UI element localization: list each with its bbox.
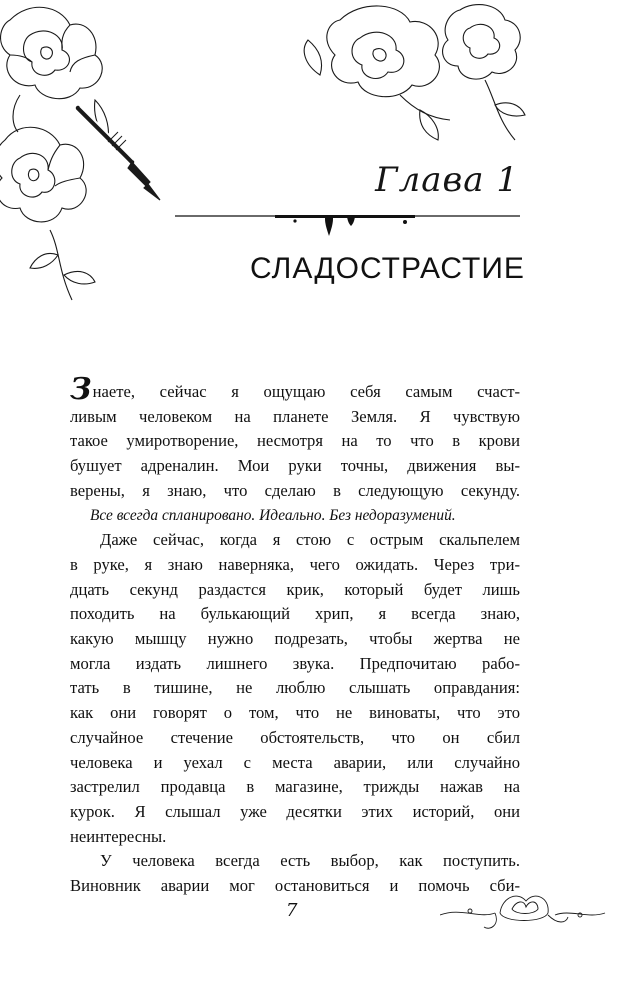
paragraph-line: верены, я знаю, что сделаю в следующую секунду. bbox=[70, 480, 520, 500]
paragraph-line: какую мышцу нужно подрезать, чтобы жертва не bbox=[70, 629, 520, 649]
italic-line: Все всегда спланировано. Идеально. Без недоразумений. bbox=[90, 506, 456, 524]
fountain-pen-illustration bbox=[78, 106, 160, 200]
paragraph-line: как они говорят о том, что не виноваты, что это bbox=[70, 703, 520, 723]
peony-flower-illustration bbox=[300, 0, 530, 160]
paragraph-line: тать в тишине, не люблю слышать оправдания: bbox=[70, 678, 520, 698]
paragraph-line: Виновник аварии мог остановиться и помочь сби- bbox=[70, 876, 520, 896]
leaves-right bbox=[304, 40, 525, 140]
paragraph-line: курок. Я слышал уже десятки этих историй, они bbox=[70, 801, 520, 821]
paragraph-line: застрелил продавца в магазине, трижды нажав на bbox=[70, 777, 520, 797]
paragraph-line: бушует адреналин. Мои руки точны, движения вы- bbox=[70, 456, 520, 476]
paragraph-line: Даже сейчас, когда я стою с острым скальпелем bbox=[100, 530, 520, 550]
ink-drip-rule bbox=[175, 208, 520, 238]
paragraph-line: дцать секунд раздастся крик, который будет лишь bbox=[70, 579, 520, 599]
peony-large-right bbox=[327, 6, 440, 97]
peony-middle-left bbox=[0, 127, 86, 222]
paragraph-line: У человека всегда есть выбор, как поступить. bbox=[100, 851, 520, 871]
body-text bbox=[70, 372, 520, 899]
peony-flower-illustration bbox=[0, 0, 175, 310]
paragraph-line: походить на булькающий хрип, я всегда знаю, bbox=[70, 604, 520, 624]
peony-top-left bbox=[1, 7, 103, 98]
page-number: 7 bbox=[286, 900, 298, 921]
paragraph-line: З наете, сейчас я ощущаю себя самым счаст- bbox=[70, 372, 520, 407]
chapter-title: СЛАДОСТРАСТИЕ bbox=[250, 252, 525, 285]
paragraph-line: случайное стечение обстоятельств, что он сбил bbox=[70, 727, 520, 747]
paragraph-line: неинтересны. bbox=[70, 826, 167, 846]
paragraph-line: такое умиротворение, несмотря на то что в крови bbox=[70, 431, 520, 451]
drop-cap: З bbox=[70, 372, 92, 407]
chapter-label: Глава 1 bbox=[375, 160, 519, 200]
flower-sprig-ornament bbox=[440, 885, 610, 935]
paragraph-line: в руке, я знаю наверняка, чего ожидать. Через три- bbox=[70, 554, 520, 574]
paragraph-line: ливым человеком на планете Земля. Я чувствую bbox=[70, 406, 520, 426]
peony-small-right bbox=[443, 5, 521, 80]
paragraph-line: человека и уехал с места аварии, или случайно bbox=[70, 752, 520, 772]
paragraph-line: могла издать лишнего звука. Предпочитаю рабо- bbox=[70, 653, 520, 673]
